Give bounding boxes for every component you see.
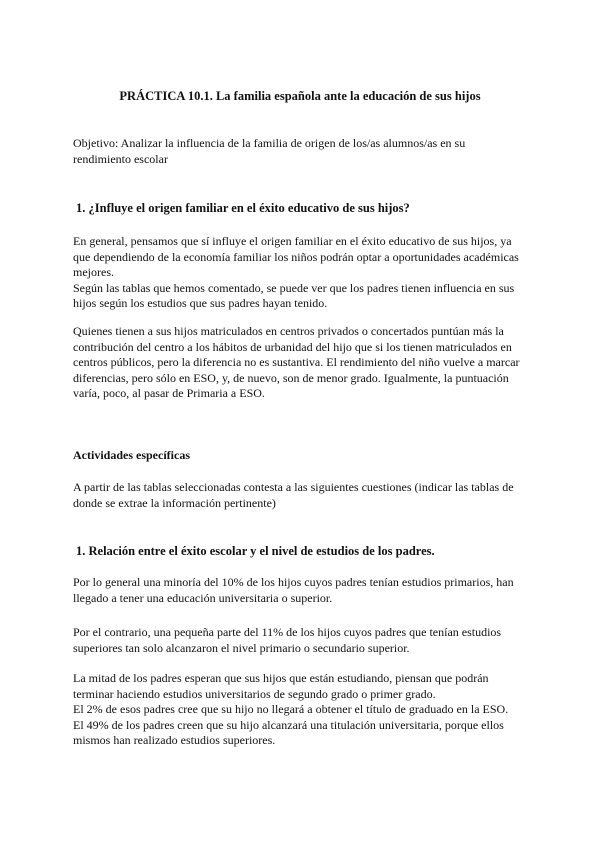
- text-line: Por lo general una minoría del 10% de los hijos cuyos padres tenían estudios primarios, han: [73, 575, 514, 589]
- activities-heading: Actividades específicas: [73, 448, 190, 462]
- section2-heading: 1. Relación entre el éxito escolar y el nivel de estudios de los padres.: [76, 544, 435, 558]
- section1-paragraph-1: [73, 234, 528, 312]
- text-line: Según las tablas que hemos comentado, se puede ver que los padres tienen influencia en sus: [73, 280, 515, 295]
- text-line: El 49% de los padres creen que su hijo alcanzará una titulación universitaria, porque ellos: [73, 717, 504, 732]
- text-line: superiores tan solo alcanzaron el nivel primario o secundario superior.: [73, 640, 410, 655]
- text-line: donde se extrae la información pertinente): [73, 495, 276, 510]
- text-line: diferencias, pero sólo en ESO, y, de nuevo, son de menor grado. Igualmente, la puntuación: [73, 370, 509, 385]
- section2-paragraph-3: [73, 671, 528, 749]
- section2-paragraph-2: [73, 625, 528, 656]
- text-line: mejores.: [73, 265, 114, 280]
- activities-intro: [73, 480, 528, 511]
- section1-paragraph-2: [73, 324, 528, 402]
- text-line: que dependiendo de la economía familiar los niños podrán optar a oportunidades académicas: [73, 249, 519, 264]
- text-line: centros públicos, pero la diferencia no es sustantiva. El rendimiento del niño vuelve a marcar: [73, 355, 520, 370]
- text-line: En general, pensamos que sí influye el origen familiar en el éxito educativo de sus hijos, ya: [73, 234, 512, 248]
- text-line: llegado a tener una educación universitaria o superior.: [73, 590, 333, 605]
- text-line: contribución del centro a los hábitos de urbanidad del hijo que si los tienen matriculados en: [73, 339, 512, 354]
- text-line: Objetivo: Analizar la influencia de la familia de origen de los/as alumnos/as en su: [73, 136, 466, 150]
- text-line: A partir de las tablas seleccionadas contesta a las siguientes cuestiones (indicar las tablas de: [73, 480, 514, 494]
- text-line: Quienes tienen a sus hijos matriculados en centros privados o concertados puntúan más la: [73, 324, 504, 338]
- objective-paragraph: [73, 136, 528, 167]
- text-line: mismos han realizado estudios superiores.: [73, 733, 276, 748]
- section2-paragraph-1: [73, 575, 528, 606]
- document-title: PRÁCTICA 10.1. La familia española ante la educación de sus hijos: [119, 89, 481, 103]
- text-line: varía, poco, al pasar de Primaria a ESO.: [73, 386, 265, 401]
- text-line: terminar haciendo estudios universitarios de segundo grado o primer grado.: [73, 686, 436, 701]
- text-line: El 2% de esos padres cree que su hijo no llegará a obtener el título de graduado en la ESO.: [73, 702, 509, 717]
- text-line: rendimiento escolar: [73, 151, 168, 166]
- section1-heading: 1. ¿Influye el origen familiar en el éxito educativo de sus hijos?: [76, 201, 410, 215]
- text-line: La mitad de los padres esperan que sus hijos que están estudiando, piensan que podrán: [73, 671, 489, 685]
- text-line: Por el contrario, una pequeña parte del 11% de los hijos cuyos padres que tenían estudios: [73, 625, 502, 639]
- text-line: hijos según los estudios que sus padres hayan tenido.: [73, 296, 328, 311]
